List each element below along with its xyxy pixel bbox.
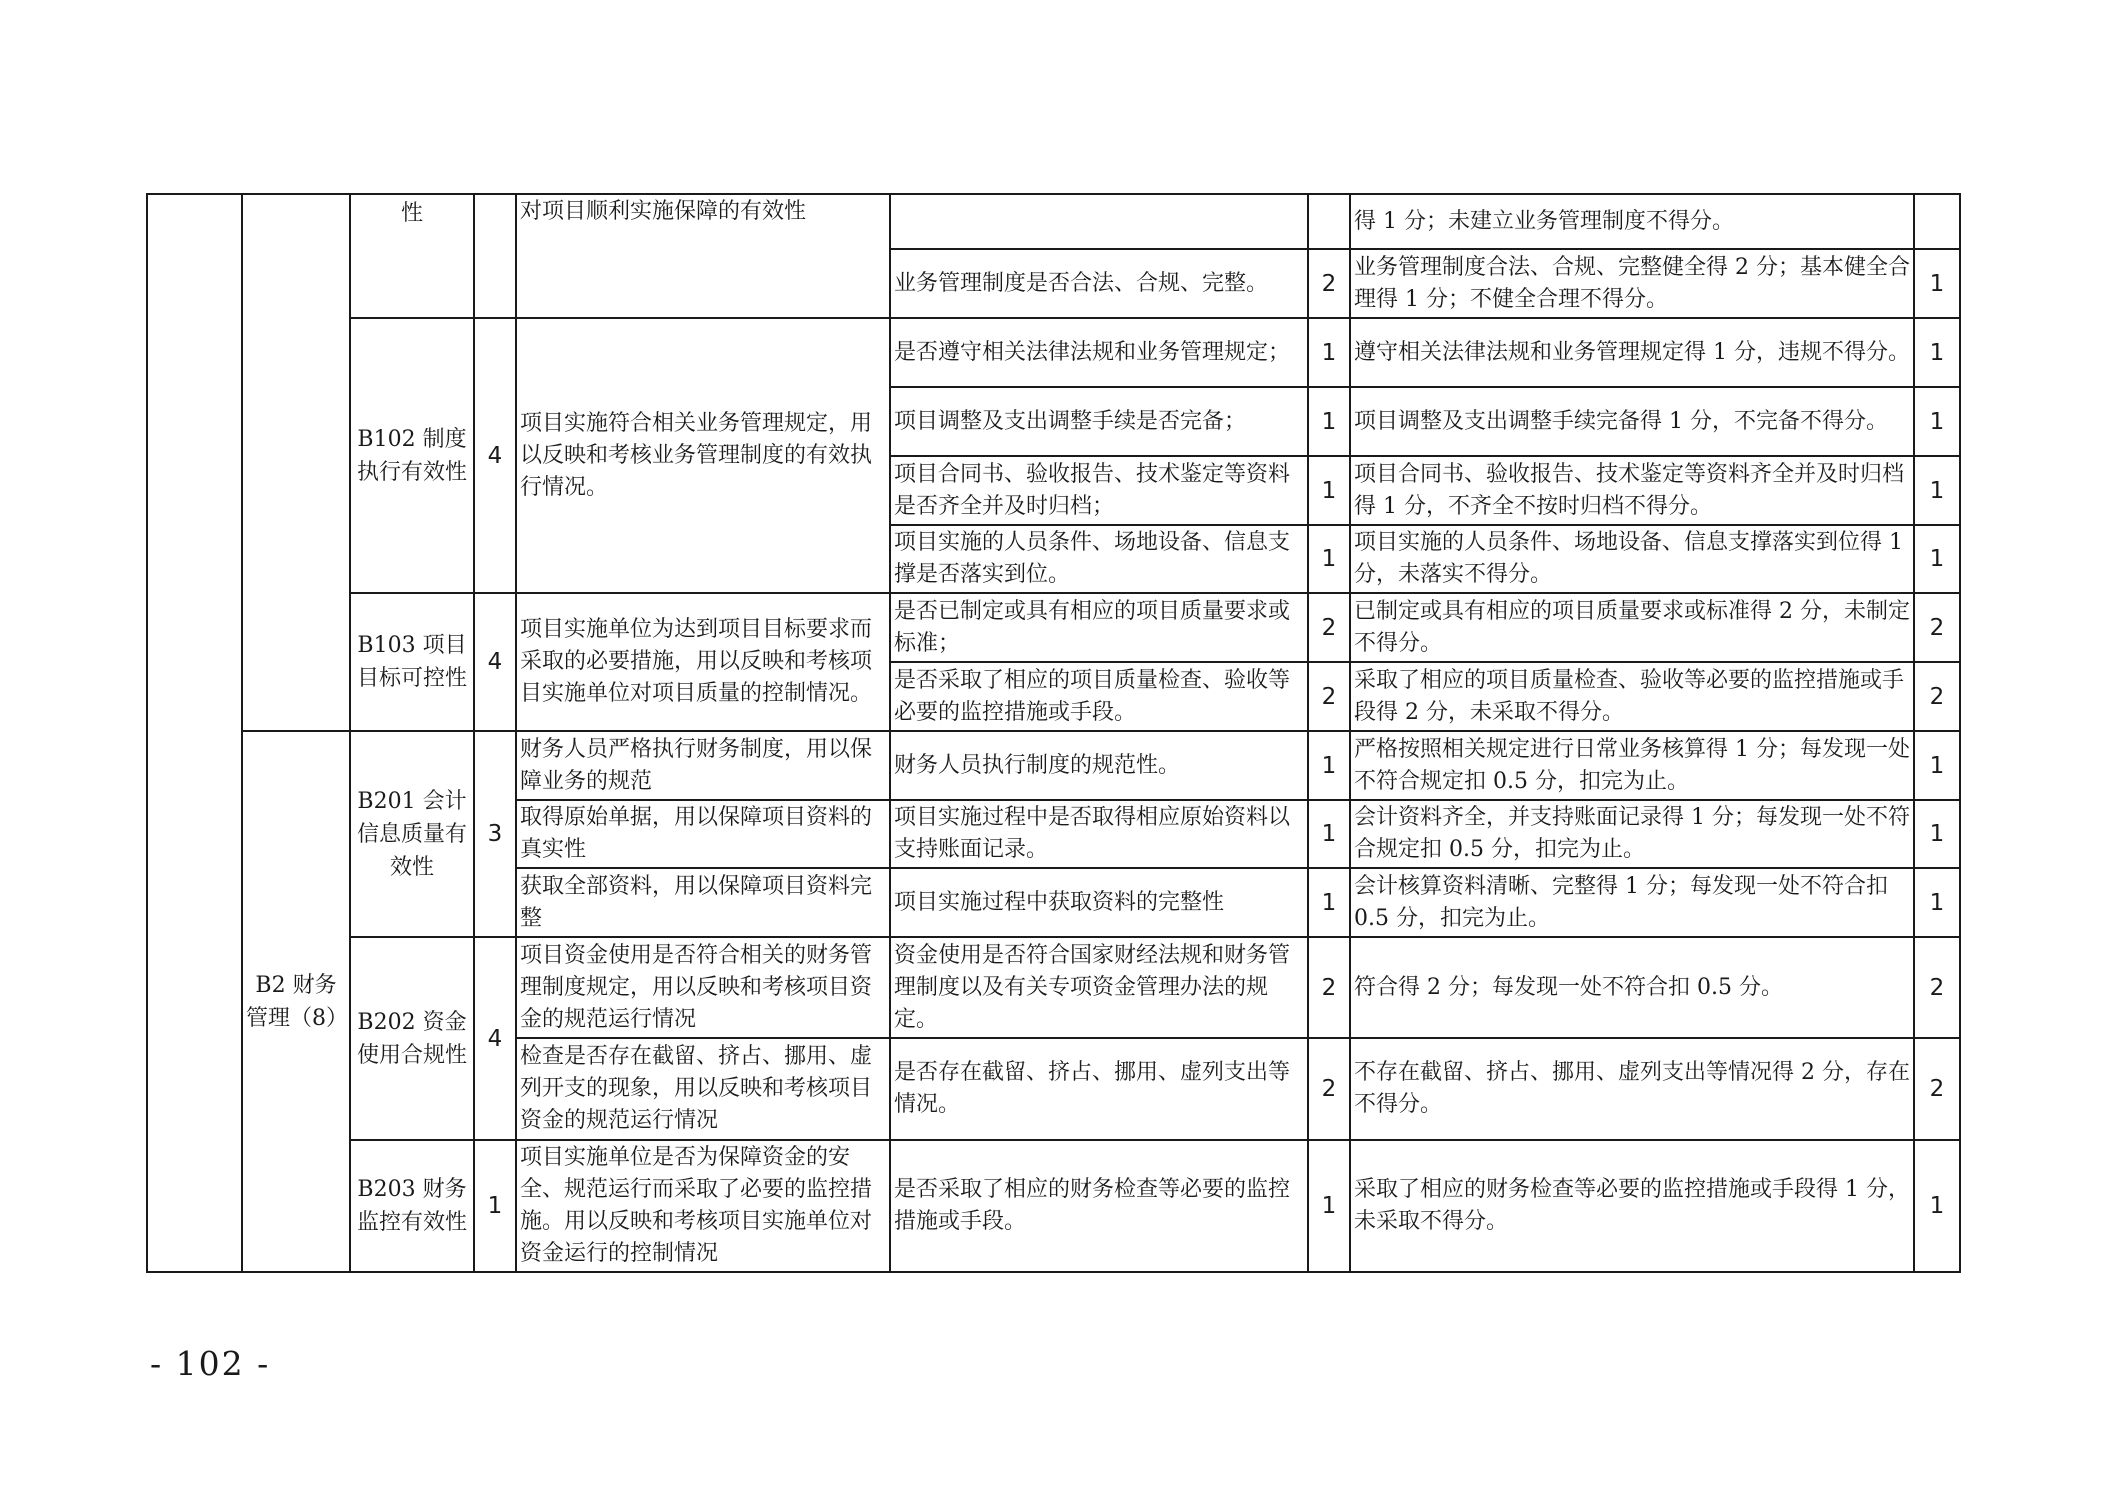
score-b102-3: 1: [1321, 477, 1337, 504]
point-b202-2: 是否存在截留、挤占、挪用、虚列支出等情况。: [894, 1060, 1291, 1117]
got-b102-1: 1: [1929, 339, 1945, 366]
got-b103-1: 2: [1929, 614, 1945, 641]
score-b201-1: 1: [1321, 752, 1337, 779]
rule-b102-3: 项目合同书、验收报告、技术鉴定等资料齐全并及时归档得 1 分，不齐全不按时归档不得分。: [1354, 461, 1905, 519]
got-b102-4: 1: [1929, 546, 1945, 572]
page-number: - 102 -: [150, 1344, 271, 1383]
indicator-name-b201: B201 会计信息质量有效性: [356, 788, 467, 880]
point-b101-2: 业务管理制度是否合法、合规、完整。: [894, 270, 1269, 296]
point-b201-1: 财务人员执行制度的规范性。: [894, 752, 1181, 778]
rule-b202-2: 不存在截留、挤占、挪用、虚列支出等情况得 2 分，存在不得分。: [1354, 1060, 1910, 1117]
category-b2: B2 财务管理（8）: [246, 972, 348, 1031]
point-b203: 是否采取了相应的财务检查等必要的监控措施或手段。: [894, 1177, 1291, 1234]
got-b203: 1: [1929, 1193, 1945, 1219]
point-b102-2: 项目调整及支出调整手续是否完备；: [894, 408, 1247, 434]
rule-b202-1: 符合得 2 分；每发现一处不符合扣 0.5 分。: [1354, 974, 1783, 1000]
point-b201-3: 项目实施过程中获取资料的完整性: [894, 889, 1225, 915]
point-b103-1: 是否已制定或具有相应的项目质量要求或标准；: [894, 598, 1291, 656]
desc-b202-1: 项目资金使用是否符合相关的财务管理制度规定，用以反映和考核项目资金的规范运行情况: [520, 942, 873, 1032]
score-b201-2: 1: [1321, 821, 1337, 847]
weight-b201: 3: [487, 821, 503, 847]
rule-b101-2: 业务管理制度合法、合规、完整健全得 2 分；基本健全合理得 1 分；不健全合理不得分。: [1354, 254, 1910, 312]
score-b103-2: 2: [1321, 683, 1337, 710]
got-b102-3: 1: [1929, 477, 1945, 504]
point-b202-1: 资金使用是否符合国家财经法规和财务管理制度以及有关专项资金管理办法的规定。: [894, 942, 1291, 1032]
score-b202-2: 2: [1321, 1076, 1337, 1102]
rule-b102-4: 项目实施的人员条件、场地设备、信息支撑落实到位得 1 分，未落实不得分。: [1354, 530, 1903, 587]
indicator-name-b103: B103 项目目标可控性: [356, 633, 467, 691]
got-b103-2: 2: [1929, 683, 1945, 710]
rule-b103-2: 采取了相应的项目质量检查、验收等必要的监控措施或手段得 2 分，未采取不得分。: [1354, 667, 1905, 725]
got-b201-3: 1: [1929, 889, 1945, 916]
got-b201-1: 1: [1929, 752, 1945, 779]
point-b201-2: 项目实施过程中是否取得相应原始资料以支持账面记录。: [894, 805, 1291, 862]
rule-b201-3: 会计核算资料清晰、完整得 1 分；每发现一处不符合扣 0.5 分，扣完为止。: [1354, 873, 1888, 931]
score-b102-4: 1: [1321, 546, 1337, 572]
rule-b102-1: 遵守相关法律法规和业务管理规定得 1 分，违规不得分。: [1354, 339, 1910, 365]
weight-b203: 1: [487, 1193, 503, 1219]
rule-cont: 得 1 分；未建立业务管理制度不得分。: [1354, 208, 1734, 234]
indicator-name-b203: B203 财务监控有效性: [356, 1177, 467, 1235]
score-b201-3: 1: [1321, 889, 1337, 916]
desc-b201-2: 取得原始单据，用以保障项目资料的真实性: [520, 805, 873, 862]
indicator-name-b102: B102 制度执行有效性: [356, 426, 467, 485]
score-b202-1: 2: [1321, 974, 1337, 1001]
desc-b102: 项目实施符合相关业务管理规定，用以反映和考核业务管理制度的有效执行情况。: [520, 410, 873, 500]
got-b101-2: 1: [1929, 270, 1945, 297]
weight-b103: 4: [487, 649, 503, 675]
score-b103-1: 2: [1321, 614, 1337, 641]
score-b102-2: 1: [1321, 408, 1337, 435]
point-b102-3: 项目合同书、验收报告、技术鉴定等资料是否齐全并及时归档；: [894, 461, 1291, 519]
rule-b201-2: 会计资料齐全，并支持账面记录得 1 分；每发现一处不符合规定扣 0.5 分，扣完为止。: [1354, 805, 1910, 862]
rule-b203: 采取了相应的财务检查等必要的监控措施或手段得 1 分，未采取不得分。: [1354, 1177, 1910, 1234]
score-b203: 1: [1321, 1193, 1337, 1219]
weight-b202: 4: [487, 1025, 503, 1052]
desc-b201-3: 获取全部资料，用以保障项目资料完整: [520, 873, 873, 931]
indicator-desc-cont: 对项目顺利实施保障的有效性: [520, 199, 807, 224]
indicator-name-cont: 性: [400, 201, 423, 226]
rule-b103-1: 已制定或具有相应的项目质量要求或标准得 2 分，未制定不得分。: [1354, 598, 1910, 656]
got-b202-1: 2: [1929, 974, 1945, 1001]
point-b102-4: 项目实施的人员条件、场地设备、信息支撑是否落实到位。: [894, 530, 1291, 587]
point-b102-1: 是否遵守相关法律法规和业务管理规定；: [894, 339, 1291, 365]
score-b101-2: 2: [1321, 270, 1337, 297]
got-b201-2: 1: [1929, 821, 1945, 847]
got-b102-2: 1: [1929, 408, 1945, 435]
desc-b203: 项目实施单位是否为保障资金的安全、规范运行而采取了必要的监控措施。用以反映和考核项目实施单位对资金运行的控制情况: [520, 1145, 873, 1266]
desc-b202-2: 检查是否存在截留、挤占、挪用、虚列开支的现象，用以反映和考核项目资金的规范运行情况: [520, 1044, 873, 1133]
score-b102-1: 1: [1321, 339, 1337, 366]
rule-b102-2: 项目调整及支出调整手续完备得 1 分，不完备不得分。: [1354, 408, 1888, 434]
got-b202-2: 2: [1929, 1076, 1945, 1102]
desc-b103: 项目实施单位为达到项目目标要求而采取的必要措施，用以反映和考核项目实施单位对项目质量的控制情况。: [520, 617, 873, 706]
desc-b201-1: 财务人员严格执行财务制度，用以保障业务的规范: [520, 736, 873, 794]
point-b103-2: 是否采取了相应的项目质量检查、验收等必要的监控措施或手段。: [894, 667, 1291, 725]
rule-b201-1: 严格按照相关规定进行日常业务核算得 1 分；每发现一处不符合规定扣 0.5 分，扣完为止。: [1354, 736, 1910, 794]
weight-b102: 4: [487, 442, 503, 469]
indicator-name-b202: B202 资金使用合规性: [356, 1009, 467, 1068]
